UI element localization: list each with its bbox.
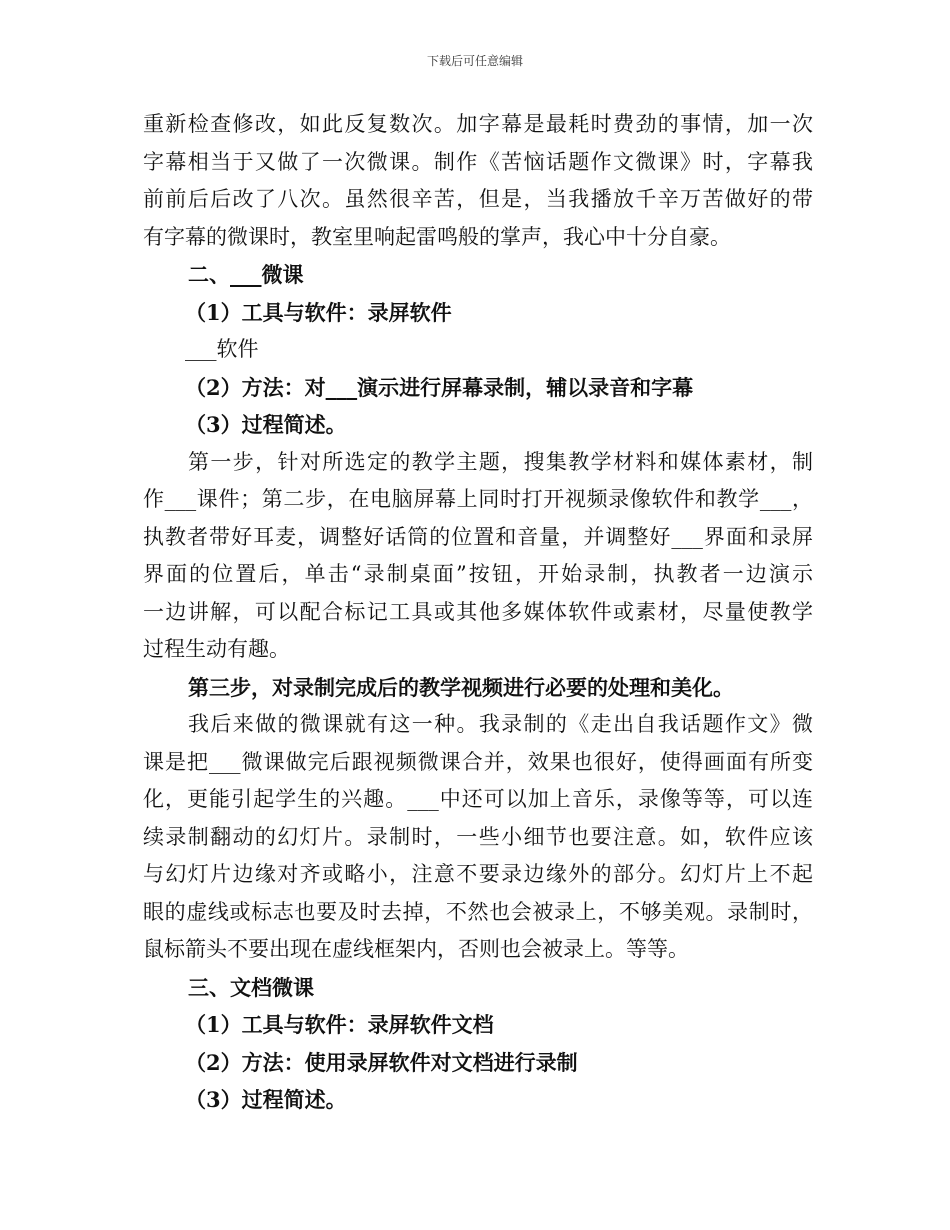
document-body — [143, 106, 813, 1119]
paragraph-line: 与幻灯片边缘对齐或略小，注意不要录边缘外的部分。幻灯片上不起 — [143, 862, 813, 886]
paragraph-line: 化，更能引起学生的兴趣。___中还可以加上音乐，录像等等，可以连 — [143, 787, 813, 811]
step-heading: 第三步，对录制完成后的教学视频进行必要的处理和美化。 — [188, 674, 734, 700]
paragraph-line: 眼的虚线或标志也要及时去掉，不然也会被录上，不够美观。录制时， — [143, 899, 813, 924]
paragraph-line: 有字幕的微课时，教室里响起雷鸣般的掌声，我心中十分自豪。 — [143, 224, 731, 249]
paragraph-line: 字幕相当于又做了一次微课。制作《苦恼话题作文微课》时，字幕我 — [143, 149, 813, 174]
paragraph-line: 执教者带好耳麦，调整好话筒的位置和音量，并调整好___界面和录屏 — [143, 524, 813, 549]
paragraph-line: 作___课件；第二步，在电脑屏幕上同时打开视频录像软件和教学___， — [143, 487, 813, 511]
paragraph-line: 过程生动有趣。 — [143, 637, 290, 661]
paragraph-line: 重新检查修改，如此反复数次。加字幕是最耗时费劲的事情，加一次 — [143, 112, 813, 136]
paragraph-line: 课是把___微课做完后跟视频微课合并，效果也很好，使得画面有所变 — [143, 749, 813, 774]
list-item: （2）方法：对___演示进行屏幕录制，辅以录音和字幕 — [185, 374, 694, 400]
paragraph-line: 第一步，针对所选定的教学主题，搜集教学材料和媒体素材，制 — [188, 449, 813, 474]
section-heading-3: 三、文档微课 — [188, 974, 314, 1000]
list-item: （2）方法：使用录屏软件对文档进行录制 — [185, 1049, 578, 1075]
page-header: 下载后可任意编辑 — [426, 54, 523, 68]
paragraph-line: 续录制翻动的幻灯片。录制时，一些小细节也要注意。如，软件应该 — [143, 824, 813, 849]
paragraph-line: 一边讲解，可以配合标记工具或其他多媒体软件或素材，尽量使教学 — [143, 599, 813, 624]
list-item-sub: ___软件 — [185, 337, 259, 361]
section-heading-2: 二、___微课 — [188, 262, 304, 287]
list-item: （3）过程简述。 — [185, 412, 347, 437]
paragraph-line: 鼠标箭头不要出现在虚线框架内，否则也会被录上。等等。 — [143, 937, 689, 961]
list-item: （1）工具与软件：录屏软件文档 — [185, 1012, 494, 1037]
paragraph-line: 我后来做的微课就有这一种。我录制的《走出自我话题作文》微 — [188, 712, 813, 736]
list-item: （3）过程简述。 — [185, 1087, 347, 1112]
paragraph-line: 前前后后改了八次。虽然很辛苦，但是，当我播放千辛万苦做好的带 — [143, 187, 813, 211]
list-item: （1）工具与软件：录屏软件 — [185, 299, 452, 325]
paragraph-line: 界面的位置后，单击“录制桌面”按钮，开始录制，执教者一边演示 — [143, 562, 813, 586]
